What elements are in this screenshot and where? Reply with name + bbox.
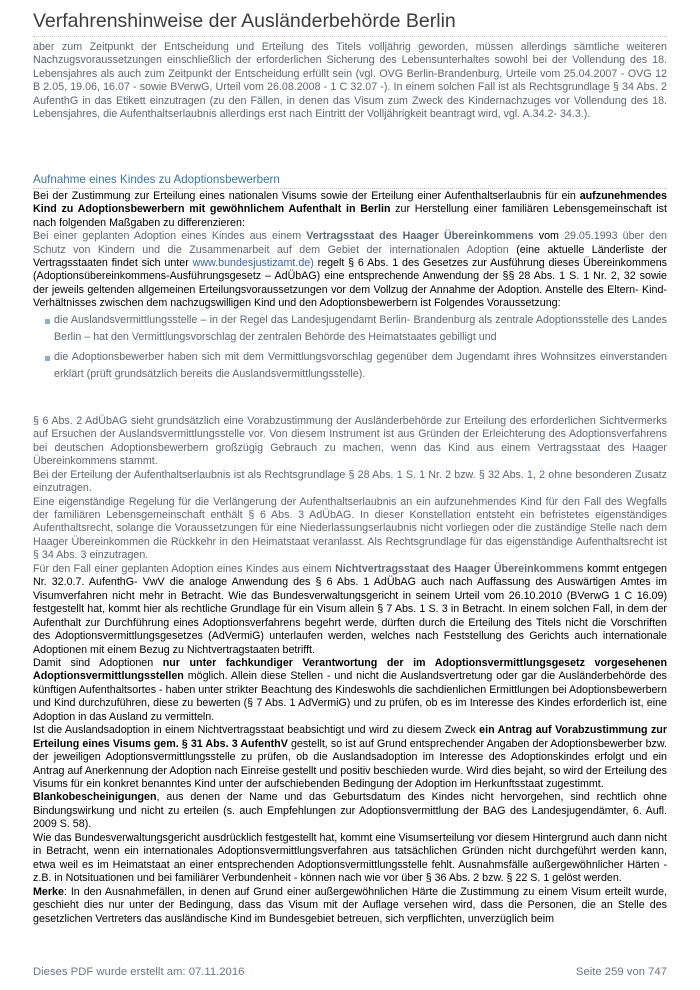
footer-created-date: Dieses PDF wurde erstellt am: 07.11.2016 [33, 966, 245, 978]
section-heading: Aufnahme eines Kindes zu Adoptionsbewerbern [33, 172, 667, 189]
paragraph-6: Für den Fall einer geplanten Adoption eines Kindes aus einem Nichtvertragsstaat des Haager Übereinkommens kommt entgegen Nr. 32.0.7. AufenthG- VwV die analoge Anwendung des § 6 Abs. 1 AdÜbAG auch nach Auffassung des Auswärtigen Amtes im Visumverfahren nicht mehr in Betracht. Wie das Bundesverwaltungsgericht in seinem Urteil vom 26.10.2010 (BVerwG 1 C 16.09) festgestellt hat, kommt hier als rechtliche Grundlage für ein Visum allein § 7 Abs. 1 S. 3 in Betracht. In einem solchen Fall, in dem der Aufenthalt zur Durchführung eines Adoptionsverfahrens begehrt werde, dürften durch die Erteilung des Titels nicht die Vorschriften des Adoptionsvermittlungsgesetzes (AdVermiG) unterlaufen werden, welches nach Feststellung des Gerichts auch internationale Adoptionen mit einem Bezug zu Nichtvertragstaaten betrifft. [33, 562, 667, 656]
paragraph-11: Merke: In den Ausnahmefällen, in denen auf Grund einer außergewöhnlichen Härte die Zustimmung zu einem Visum erteilt wurde, geschieht dies nur unter der Bedingung, dass das Visum mit der Auflage versehen wird, dass die Personen, die an Stelle des gesetzlichen Vertreters das ausländische Kind im Bundesgebiet betreuen, sich verpflichten, unverzüglich beim [33, 885, 667, 925]
paragraph-4: Bei der Erteilung der Aufenthaltserlaubnis ist als Rechtsgrundlage § 28 Abs. 1 S. 1 Nr. 2 bzw. § 32 Abs. 1, 2 ohne besonderen Zusatz einzutragen. [33, 468, 667, 495]
paragraph-5: Eine eigenständige Regelung für die Verlängerung der Aufenthaltserlaubnis an ein aufzunehmendes Kind für den Fall des Wegfalls der familiären Lebensgemeinschaft enthält § 6 Abs. 3 AdÜbAG. In dieser Konstellation entsteht ein befristetes eigenständiges Aufenthaltsrecht, solange die Voraussetzungen für eine Niederlassungserlaubnis nicht vorliegen oder die zuständige Stelle nach dem Haager Übereinkommen die Rückkehr in den Heimatstaat veranlasst. Als Rechtsgrundlage für das eigenständige Aufenthaltsrecht ist § 34 Abs. 3 einzutragen. [33, 495, 667, 562]
paragraph-9: Blankobescheinigungen, aus denen der Name und das Geburtsdatum des Kindes nicht hervorgehen, sind rechtlich ohne Bindungswirkung und nicht zu erteilen (s. auch Empfehlungen zur Adoptionsvermittlung der BAG des Landesjugendämter, 6. Aufl. 2009 S. 58). [33, 791, 667, 831]
paragraph-3: § 6 Abs. 2 AdÜbAG sieht grundsätzlich eine Vorabzustimmung der Ausländerbehörde zur Erteilung des erforderlichen Sichtvermerks auf Ersuchen der Auslandsvermittlungsstelle vor. Von diesem Instrument ist aus Gründen der Erleichterung des Adoptionsverfahrens bei deutschen Adoptionsbewerbern großzügig Gebrauch zu machen, wenn das Kind aus einem Vertragsstaat des Haager Übereinkommens stammt. [33, 414, 667, 468]
page-title: Verfahrenshinweise der Ausländerbehörde Berlin [33, 8, 667, 37]
document-page [33, 8, 667, 926]
paragraph-2: Bei einer geplanten Adoption eines Kindes aus einem Vertragsstaat des Haager Übereinkommens vom 29.05.1993 über den Schutz von Kindern und die Zusammenarbeit auf dem Gebiet der internationalen Adoption (eine aktuelle Länderliste der Vertragsstaaten findet sich unter www.bundesjustizamt.de) regelt § 6 Abs. 1 des Gesetzes zur Ausführung dieses Übereinkommens (Adoptionsübereinkommens-Ausführungsgesetz – AdÜbAG) eine entsprechende Anwendung der §§ 28 Abs. 1 S. 1 Nr. 2, 32 sowie der jeweils geltenden allgemeinen Erteilungsvoraussetzungen vor dem Vollzug der Annahme der Adoption. Anstelle des Eltern- Kind- Verhältnisses zwischen dem nachzugswilligen Kind und den Adoptionsbewerbern ist Folgendes Voraussetzung: [33, 230, 667, 310]
paragraph-8: Ist die Auslandsadoption in einem Nichtvertragsstaat beabsichtigt und wird zu diesem Zweck ein Antrag auf Vorabzustimmung zur Erteilung eines Visums gem. § 31 Abs. 3 AufenthV gestellt, so ist auf Grund entsprechender Angaben der Adoptionsbewerber bzw. der jeweiligen Adoptionsvermittlungsstelle zu prüfen, ob die Auslandsadoption im Interesse des Adoptionskindes erfolgt und ein Antrag auf Anerkennung der Adoption nach Einreise gestellt und positiv beschieden wurde. Wird dies bejaht, so wird der Erteilung des Visums für ein konkret benanntes Kind unter der aufschiebenden Bedingung der Adoption im Herkunftsstaat zugestimmt. [33, 724, 667, 791]
bullet-square-icon [45, 319, 50, 324]
paragraph-1: Bei der Zustimmung zur Erteilung eines nationalen Visums sowie der Erteilung einer Aufenthaltserlaubnis für ein aufzunehmendes Kind zu Adoptionsbewerbern mit gewöhnlichem Aufenthalt in Berlin zur Herstellung einer familiären Lebensgemeinschaft ist nach folgenden Maßgaben zu differenzieren: [33, 189, 667, 229]
bullet-list [48, 312, 667, 384]
paragraph-7: Damit sind Adoptionen nur unter fachkundiger Verantwortung der im Adoptionsvermittlungsgesetz vorgesehenen Adoptionsvermittlungsstellen möglich. Allein diese Stellen - und nicht die Auslandsvertretung oder gar die Ausländerbehörde des künftigen Aufenthaltsortes - haben unter strikter Beachtung des Kindeswohls die sachdienlichen Ermittlungen bei Adoptionsbewerbern und Kind durchzuführen, diese zu bewerten (§ 7 Abs. 1 AdVermiG) und zu prüfen, ob es im Interesse des Kindes erforderlich ist, eine Adoption in das Ausland zu vermitteln. [33, 656, 667, 723]
bundesjustizamt-link[interactable]: www.bundesjustizamt.de) [192, 256, 314, 269]
bullet-square-icon [45, 356, 50, 361]
paragraph-10: Wie das Bundesverwaltungsgericht ausdrücklich festgestellt hat, kommt eine Visumserteilung vor diesem Hintergrund auch dann nicht in Betracht, wenn ein internationales Adoptionsvermittlungsverfahren aus tatsächlichen Gründen nicht durchgeführt werden kann, etwa weil es im Heimatstaat an einer entsprechenden Adoptionsvermittlungsstelle fehlt. Ausnahmsfälle außergewöhnlicher Härten - z.B. in Notsituationen und bei familiärer Verbundenheit - können nach wie vor über § 36 Abs. 2 bzw. § 22 S. 1 gelöst werden. [33, 831, 667, 885]
list-item: die Auslandsvermittlungsstelle – in der Regel das Landesjugendamt Berlin- Brandenburg als zentrale Adoptionsstelle des Landes Berlin – hat den Vermittlungsvorschlag der zentralen Behörde des Heimatstaates gebilligt und [48, 312, 667, 347]
list-item: die Adoptionsbewerber haben sich mit dem Vermittlungsvorschlag gegenüber dem Jugendamt ihres Wohnsitzes einverstanden erklärt (prüft grundsätzlich bereits die Auslandsvermittlungsstelle). [48, 349, 667, 384]
intro-paragraph: aber zum Zeitpunkt der Entscheidung und Erteilung des Titels volljährig geworden, müssen allerdings sämtliche weiteren Nachzugsvoraussetzungen einschließlich der erforderlichen Sicherung des Lebensunterhaltes sowohl bei der Vollendung des 18. Lebensjahres als auch zum Zeitpunkt der Entscheidung erfüllt sein (vgl. OVG Berlin-Brandenburg, Urteile vom 25.04.2007 - OVG 12 B 2.05, 19.06, 16.07 - sowie BVerwG, Urteil vom 26.08.2008 - 1 C 32.07 -). In einem solchen Fall ist als Rechtsgrundlage § 34 Abs. 2 AufenthG in das Etikett einzutragen (zu den Fällen, in denen das Visum zum Zweck des Kindernachzuges vor Vollendung des 18. Lebensjahres, die Aufenthaltserlaubnis allerdings erst nach Eintritt der Volljährigkeit beantragt wird, vgl. A.34.2- 34.3.). [33, 41, 667, 121]
footer-page-number: Seite 259 von 747 [575, 966, 667, 978]
